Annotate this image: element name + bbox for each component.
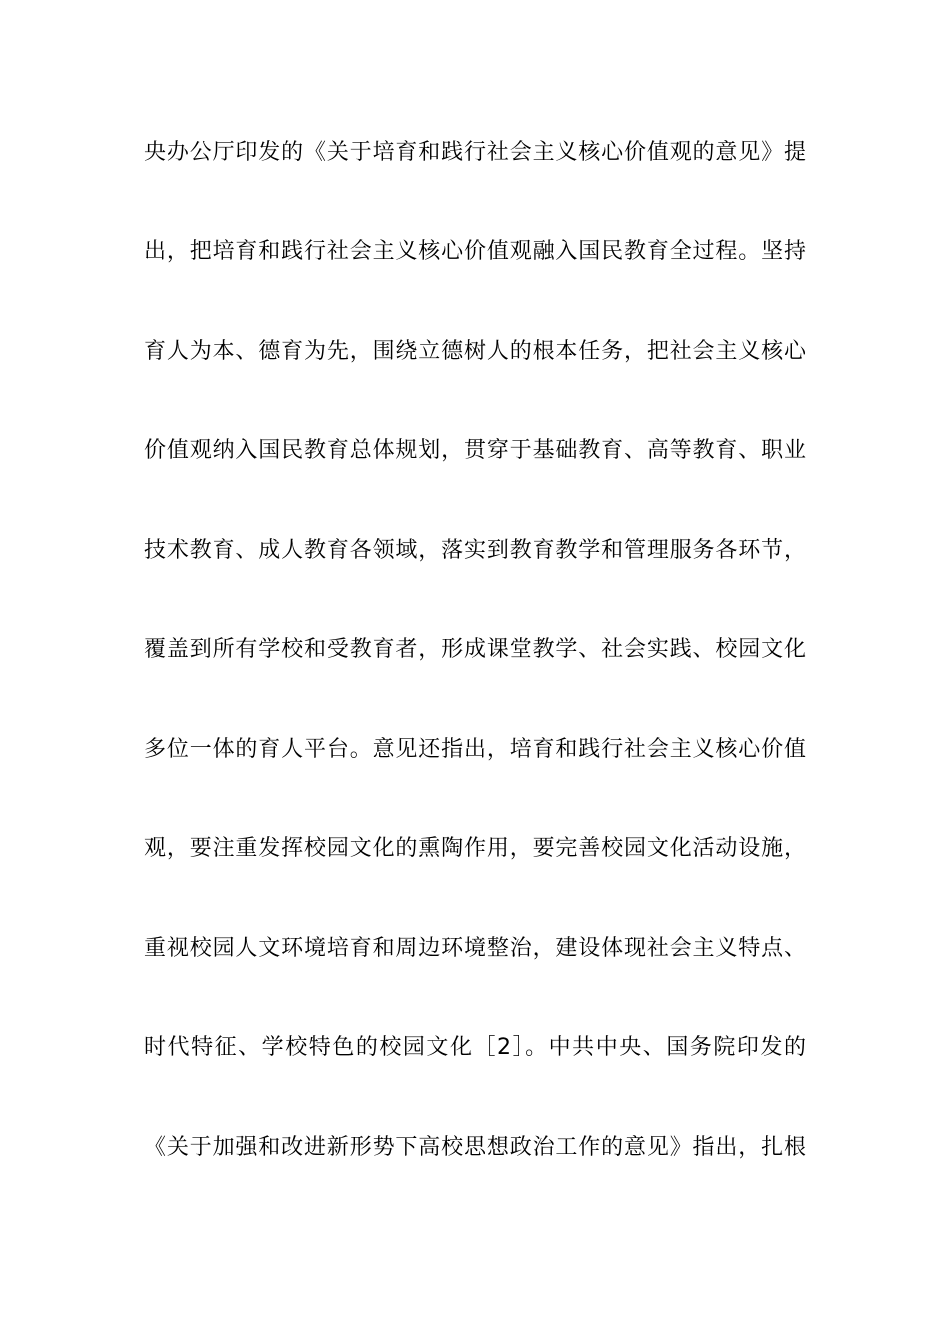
- text-line-1: 央办公厅印发的《关于培育和践行社会主义核心价值观的意见》提: [144, 140, 806, 165]
- text-line-10: 时代特征、学校特色的校园文化［2］。中共中央、国务院印发的: [144, 1035, 806, 1060]
- text-line-6: 覆盖到所有学校和受教育者，形成课堂教学、社会实践、校园文化: [144, 637, 806, 662]
- text-line-7: 多位一体的育人平台。意见还指出，培育和践行社会主义核心价值: [144, 737, 806, 762]
- text-line-3: 育人为本、德育为先，围绕立德树人的根本任务，把社会主义核心: [144, 339, 806, 364]
- text-line-2: 出，把培育和践行社会主义核心价值观融入国民教育全过程。坚持: [144, 239, 806, 264]
- text-line-8: 观，要注重发挥校园文化的熏陶作用，要完善校园文化活动设施，: [144, 836, 806, 861]
- text-line-11: 《关于加强和改进新形势下高校思想政治工作的意见》指出，扎根: [144, 1135, 806, 1160]
- text-line-4: 价值观纳入国民教育总体规划，贯穿于基础教育、高等教育、职业: [144, 438, 806, 463]
- text-line-9: 重视校园人文环境培育和周边环境整治，建设体现社会主义特点、: [144, 936, 806, 961]
- text-line-5: 技术教育、成人教育各领域，落实到教育教学和管理服务各环节，: [144, 538, 806, 563]
